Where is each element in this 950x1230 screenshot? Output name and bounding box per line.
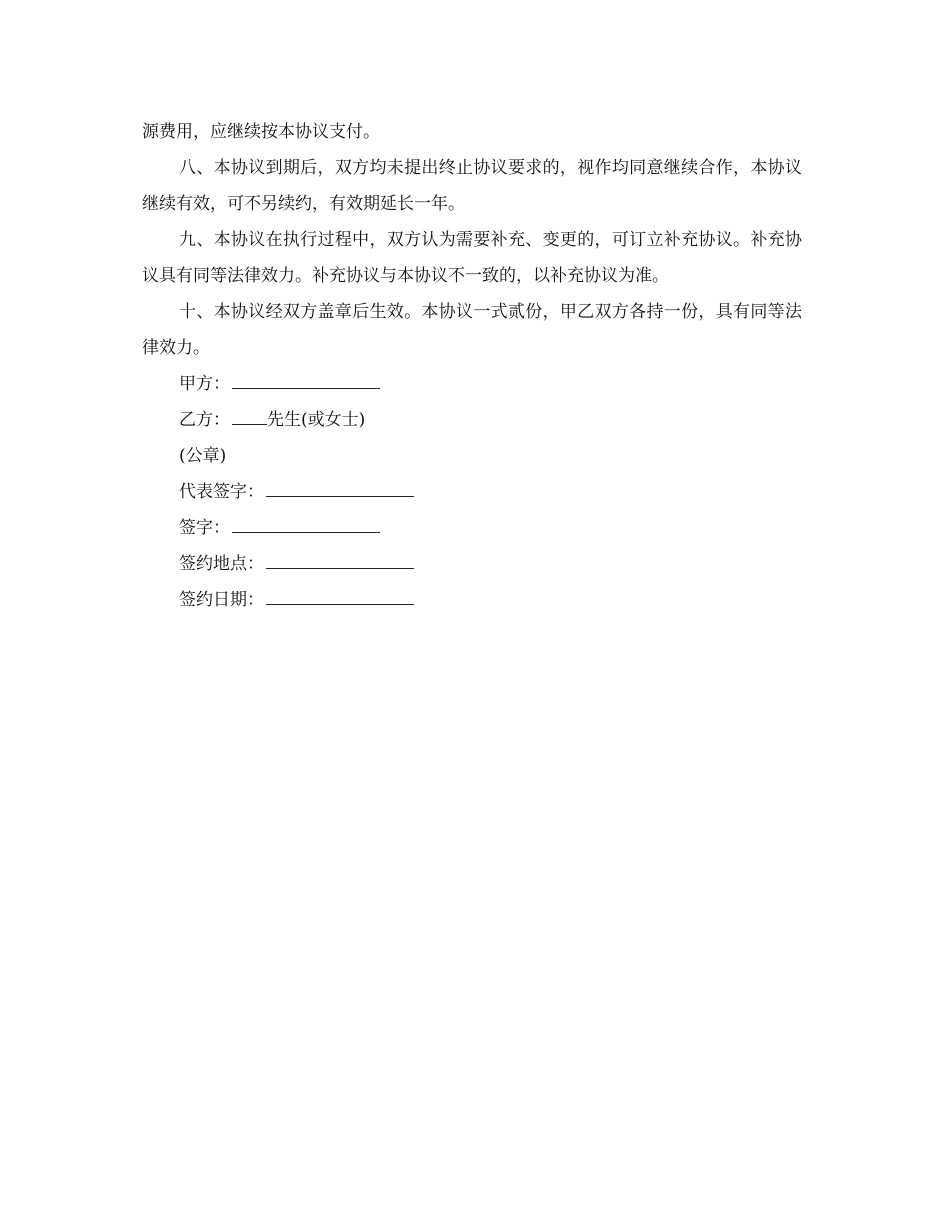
rep-signature-label: 代表签字：	[179, 482, 264, 502]
sign-date-line	[142, 582, 802, 618]
paragraph-clause-9: 九、本协议在执行过程中，双方认为需要补充、变更的，可订立补充协议。补充协议具有同等法律效力。补充协议与本协议不一致的，以补充协议为准。	[142, 230, 802, 286]
sign-place-label: 签约地点：	[179, 554, 264, 574]
seal-label: (公章)	[179, 446, 227, 466]
rep-signature-line	[142, 474, 802, 510]
paragraph-clause-10: 十、本协议经双方盖章后生效。本协议一式贰份，甲乙双方各持一份，具有同等法律效力。	[142, 302, 802, 358]
party-b-suffix: 先生(或女士)	[267, 410, 366, 430]
party-b-label: 乙方：	[179, 410, 230, 430]
paragraph-continuation: 源费用，应继续按本协议支付。	[142, 122, 380, 142]
sign-date-blank	[266, 582, 414, 605]
rep-signature-blank	[266, 474, 414, 497]
party-a-blank	[232, 366, 380, 389]
signature-blank	[232, 510, 380, 533]
party-b-line	[142, 402, 802, 438]
signature-line	[142, 510, 802, 546]
seal-line	[142, 438, 802, 474]
sign-place-line	[142, 546, 802, 582]
party-a-line	[142, 366, 802, 402]
document-body	[142, 114, 802, 618]
sign-place-blank	[266, 546, 414, 569]
party-a-label: 甲方：	[179, 374, 230, 394]
party-b-name-blank	[232, 402, 267, 425]
paragraph-clause-8: 八、本协议到期后，双方均未提出终止协议要求的，视作均同意继续合作，本协议继续有效，可不另续约，有效期延长一年。	[142, 158, 802, 214]
signature-label: 签字：	[179, 518, 230, 538]
sign-date-label: 签约日期：	[179, 590, 264, 610]
